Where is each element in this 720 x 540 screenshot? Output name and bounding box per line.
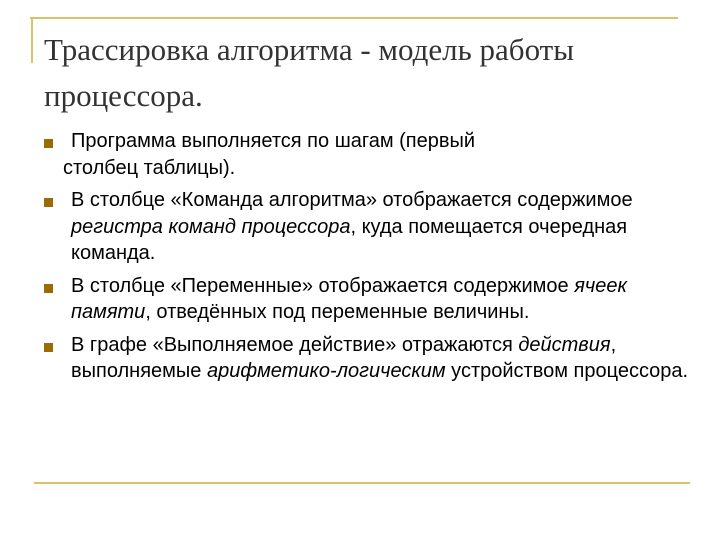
bullet-text — [71, 189, 633, 264]
left-decorative-rule — [31, 17, 33, 63]
bullet-text — [71, 334, 688, 383]
bullet-text-segment: В столбце «Переменные» отображается содержимое — [71, 274, 575, 297]
square-bullet-icon — [44, 343, 53, 352]
bullet-emphasis: действия — [518, 333, 611, 356]
bullet-text-segment: В графе «Выполняемое действие» отражаются — [71, 333, 519, 356]
bullet-text-segment: , куда помещается очередная команда. — [71, 215, 628, 264]
bullet-text-segment: , выполняемые — [71, 333, 617, 382]
bullet-emphasis: арифметико-логическим — [207, 360, 446, 382]
bullet-text-line: Программа выполняется по шагам (первый — [71, 130, 476, 152]
square-bullet-icon — [44, 198, 53, 207]
bullet-text-segment: , отведённых под переменные величины. — [145, 301, 530, 323]
bullet-item-action-column — [44, 332, 704, 385]
top-decorative-rule — [30, 17, 678, 19]
bullet-text-line: столбец таблицы). — [63, 156, 236, 179]
bullet-item-program-steps — [44, 128, 704, 181]
square-bullet-icon — [44, 284, 53, 293]
bullet-text-segment: В столбце «Команда алгоритма» отображается содержимое — [71, 189, 633, 211]
bullet-item-variables-column — [44, 273, 704, 326]
bullet-text — [71, 275, 627, 324]
bottom-decorative-rule — [34, 482, 690, 484]
slide-title: Трассировка алгоритма - модель работы процессора. — [44, 32, 575, 113]
bullet-item-command-column — [44, 187, 704, 267]
bullet-text-segment: устройством процессора. — [445, 360, 689, 382]
bullet-emphasis: ячеек памяти — [71, 274, 627, 323]
square-bullet-icon — [44, 139, 53, 148]
bullet-emphasis: регистра команд процессора — [71, 215, 351, 238]
bullet-list — [44, 128, 704, 391]
